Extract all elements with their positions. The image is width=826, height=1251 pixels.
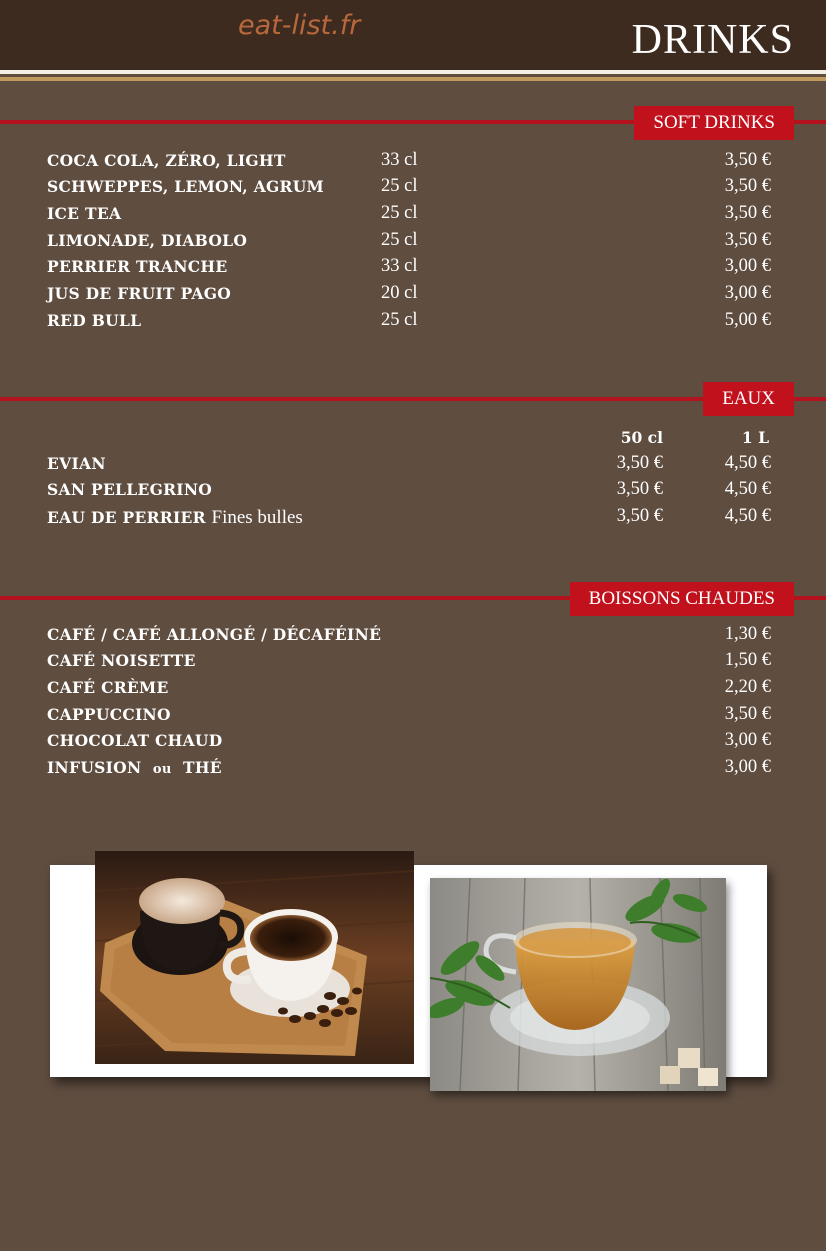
item-volume: 33 cl [381,256,418,276]
item-volume: 25 cl [381,230,418,250]
item-name: SCHWEPPES, LEMON, AGRUM [47,177,325,196]
menu-row [0,480,826,506]
menu-row [0,231,826,257]
item-connector: ou [152,762,172,777]
item-price-1l: 4,50 € [724,453,771,473]
menu-row [0,651,826,677]
item-price-1l: 4,50 € [724,479,771,499]
item-price: 2,20 € [724,677,771,697]
menu-row [0,454,826,480]
menu-row [0,311,826,337]
item-name-text-2: THÉ [183,758,222,777]
item-name [47,758,222,777]
menu-row [0,151,826,177]
section-tag-boissons-chaudes: BOISSONS CHAUDES [570,582,794,616]
coffee-cups-photo [95,851,414,1064]
item-name: CAPPUCCINO [47,705,171,724]
item-name-text: EAU DE PERRIER [47,508,206,527]
page-title: DRINKS [631,17,794,63]
item-name [47,507,303,529]
section-tag-eaux: EAUX [703,382,794,416]
item-note: Fines bulles [211,507,303,528]
item-volume: 20 cl [381,283,418,303]
menu-row [0,758,826,784]
item-price-1l: 4,50 € [724,506,771,526]
item-price: 3,50 € [724,230,771,250]
item-name: ICE TEA [47,204,122,223]
item-name [47,480,212,499]
item-name: LIMONADE, DIABOLO [47,231,248,250]
tea-cup-photo [430,878,726,1091]
menu-row [0,257,826,283]
menu-row [0,731,826,757]
item-name: CHOCOLAT CHAUD [47,731,223,750]
item-name: CAFÉ NOISETTE [47,651,196,670]
item-price: 3,50 € [724,203,771,223]
menu-row [0,507,826,533]
item-name-text: EVIAN [47,454,106,473]
item-price: 3,00 € [724,730,771,750]
item-name: COCA COLA, ZÉRO, LIGHT [47,151,286,170]
header-divider-tan [0,77,826,81]
section-tag-soft-drinks: SOFT DRINKS [634,106,794,140]
menu-row [0,177,826,203]
item-name [47,454,106,473]
item-name: CAFÉ CRÈME [47,678,169,697]
column-header-1l: 1 L [741,428,769,447]
item-price: 3,00 € [724,283,771,303]
item-price: 3,50 € [724,150,771,170]
section-rule-eaux [0,397,826,401]
item-price: 5,00 € [724,310,771,330]
menu-row [0,625,826,651]
item-volume: 25 cl [381,310,418,330]
item-volume: 33 cl [381,150,418,170]
column-header-50cl: 50 cl [620,428,663,447]
item-name: CAFÉ / CAFÉ ALLONGÉ / DÉCAFÉINÉ [47,625,382,644]
item-name-text: INFUSION [47,758,142,777]
item-volume: 25 cl [381,203,418,223]
item-price: 3,50 € [724,704,771,724]
header-divider-white [0,70,826,74]
item-price: 1,30 € [724,624,771,644]
item-volume: 25 cl [381,176,418,196]
menu-row [0,204,826,230]
item-price: 1,50 € [724,650,771,670]
menu-row [0,678,826,704]
item-name-text: SAN PELLEGRINO [47,480,213,499]
item-price: 3,50 € [724,176,771,196]
menu-row [0,705,826,731]
menu-row [0,284,826,310]
column-header-row [0,428,826,454]
item-name: PERRIER TRANCHE [47,257,228,276]
item-name: RED BULL [47,311,142,330]
item-price-50cl: 3,50 € [616,506,663,526]
item-price-50cl: 3,50 € [616,453,663,473]
item-price: 3,00 € [724,256,771,276]
item-price: 3,00 € [724,757,771,777]
watermark-text: eat-list.fr [238,10,361,41]
item-price-50cl: 3,50 € [616,479,663,499]
item-name: JUS DE FRUIT PAGO [47,284,232,303]
